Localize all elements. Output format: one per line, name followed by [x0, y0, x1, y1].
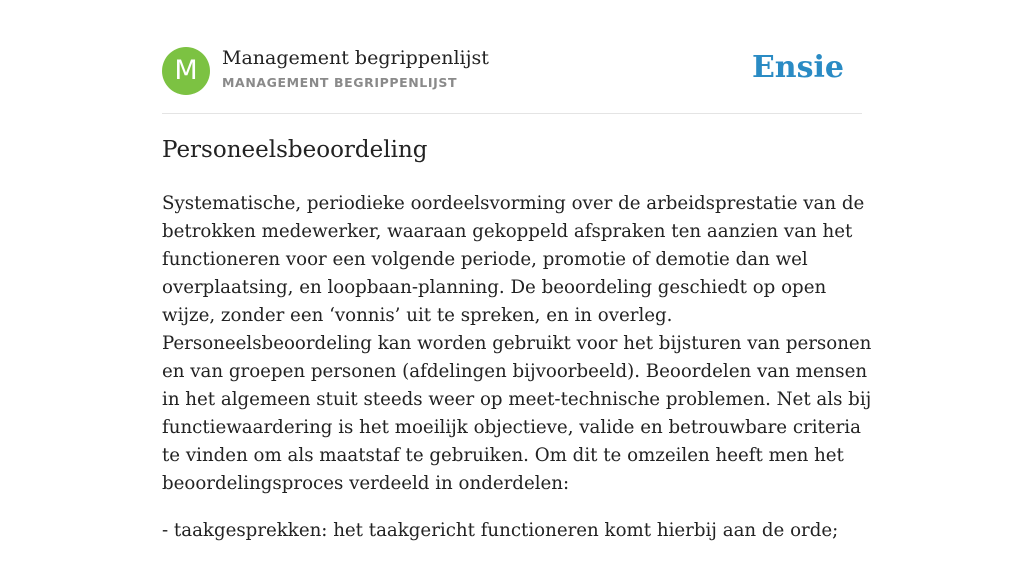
avatar: M: [162, 47, 210, 95]
divider: [162, 113, 862, 114]
brand-logo[interactable]: Ensie: [751, 50, 844, 85]
definition-paragraph: Systematische, periodieke oordeelsvorming over de arbeidsprestatie van de betrokken medewerker, waaraan gekoppeld afspraken ten aanzien van het functioneren voor een volgende periode, promotie of demotie dan wel overplaatsing, en loopbaan-planning. De beoordeling geschiedt op open wijze, zonder een ‘vonnis’ uit te spreken, en in overleg. Personeelsbeoordeling kan worden gebruikt voor het bijsturen van personen en van groepen personen (afdelingen bijvoorbeeld). Beoordelen van mensen in het algemeen stuit steeds weer op meet-technische problemen. Net als bij functiewaardering is het moeilijk objectieve, valide en betrouwbare criteria te vinden om als maatstaf te gebruiken. Om dit te omzeilen heeft men het beoordelingsproces verdeeld in onderdelen:: [162, 193, 872, 494]
entry-title: Personeelsbeoordeling: [162, 137, 428, 163]
definition-paragraph: - taakgesprekken: het taakgericht functioneren komt hierbij aan de orde;: [162, 520, 839, 541]
site-subtitle: MANAGEMENT BEGRIPPENLIJST: [222, 75, 458, 90]
header: [162, 46, 862, 96]
definition-text: [162, 190, 874, 564]
site-title[interactable]: Management begrippenlijst: [222, 47, 489, 69]
